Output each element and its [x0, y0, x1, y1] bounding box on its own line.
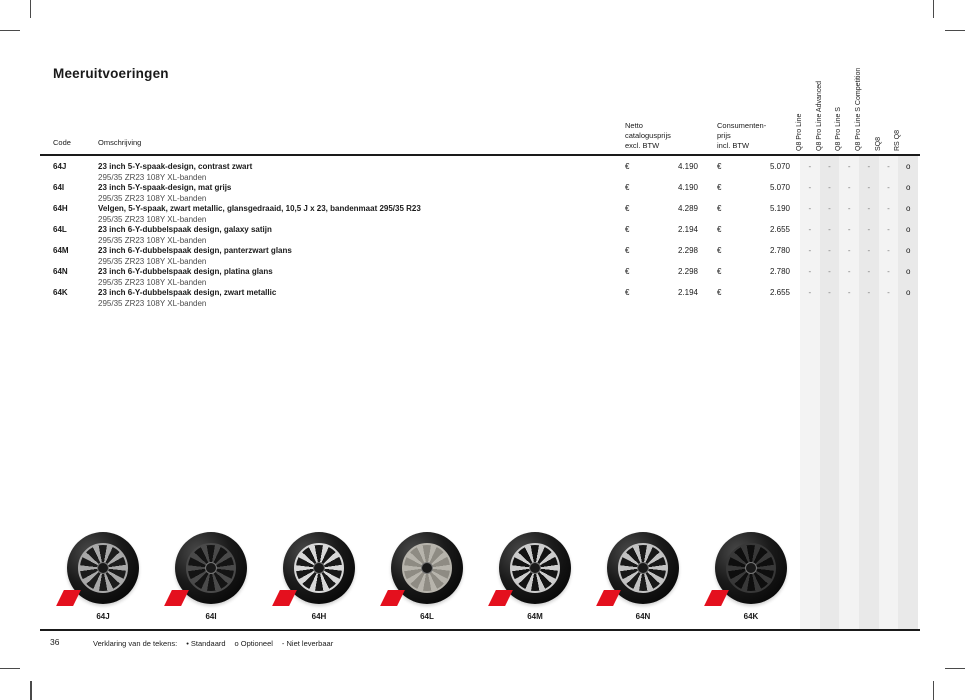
hub: [313, 562, 325, 574]
column-header-description: Omschrijving: [98, 138, 142, 147]
euro-symbol: €: [717, 183, 722, 192]
red-slash-accent: [488, 590, 513, 606]
availability-marker: o: [905, 225, 911, 234]
trim-column-header: SQ8: [874, 136, 882, 151]
availability-marker: -: [887, 204, 890, 213]
availability-marker: -: [808, 204, 812, 213]
euro-symbol: €: [625, 162, 630, 171]
wheel-label: 64I: [205, 612, 217, 621]
availability-marker: -: [867, 162, 871, 171]
availability-marker: -: [828, 162, 831, 171]
legend-optional: o Optioneel: [234, 639, 273, 648]
rim-image: [618, 543, 668, 593]
hub: [97, 562, 109, 574]
netto-header-line: catalogusprijs: [625, 131, 671, 140]
table-row: [0, 183, 965, 204]
column-header-netto-price: [625, 121, 671, 151]
hub: [205, 562, 217, 574]
netto-header-line: excl. BTW: [625, 141, 660, 150]
availability-marker: -: [808, 225, 812, 234]
row-tire-spec: 295/35 ZR23 108Y XL-banden: [98, 235, 207, 245]
netto-price-value: 2.194: [677, 288, 698, 297]
row-code: 64H: [53, 204, 68, 213]
row-tire-spec: 295/35 ZR23 108Y XL-banden: [98, 193, 207, 203]
footer-rule: [40, 629, 920, 631]
red-slash-accent: [596, 590, 621, 606]
wheel-item: [281, 531, 357, 627]
red-slash-accent: [164, 590, 189, 606]
wheel-item: [173, 531, 249, 627]
availability-marker: -: [828, 225, 831, 234]
availability-marker: -: [828, 288, 831, 297]
availability-marker: -: [828, 204, 831, 213]
row-description: 23 inch 6-Y-dubbelspaak design, zwart metallic: [98, 288, 277, 297]
availability-marker: -: [828, 183, 831, 192]
availability-marker: o: [905, 288, 911, 297]
consumer-header-line: Consumenten-: [717, 121, 767, 130]
rim-image: [402, 543, 452, 593]
page-title: Meeruitvoeringen: [53, 66, 169, 81]
crop-mark: [945, 668, 965, 669]
availability-marker: -: [887, 288, 890, 297]
consumer-price-value: 5.190: [769, 204, 790, 213]
trim-column-header: Q8 Pro Line: [795, 113, 803, 151]
euro-symbol: €: [625, 204, 630, 213]
rim-image: [186, 543, 236, 593]
row-description: Velgen, 5-Y-spaak, zwart metallic, glansgedraaid, 10,5 J x 23, bandenmaat 295/35 R23: [98, 204, 421, 213]
availability-marker: -: [867, 267, 871, 276]
row-tire-spec: 295/35 ZR23 108Y XL-banden: [98, 214, 207, 224]
wheel-item: [497, 531, 573, 627]
rim-image: [510, 543, 560, 593]
hub: [529, 562, 541, 574]
availability-marker: -: [847, 225, 851, 234]
consumer-price-value: 5.070: [769, 183, 790, 192]
hub: [745, 562, 757, 574]
availability-marker: o: [905, 204, 911, 213]
consumer-header-line: incl. BTW: [717, 141, 750, 150]
availability-marker: -: [847, 267, 851, 276]
crop-mark: [0, 668, 20, 669]
availability-marker: -: [808, 288, 812, 297]
row-description: 23 inch 5-Y-spaak-design, mat grijs: [98, 183, 232, 192]
euro-symbol: €: [625, 267, 630, 276]
consumer-price-value: 2.655: [769, 288, 790, 297]
row-description: 23 inch 6-Y-dubbelspaak design, platina glans: [98, 267, 273, 276]
row-tire-spec: 295/35 ZR23 108Y XL-banden: [98, 298, 207, 308]
netto-header-line: Netto: [625, 121, 643, 130]
column-header-code: Code: [53, 138, 71, 147]
netto-price-value: 4.190: [677, 183, 698, 192]
availability-marker: -: [847, 288, 851, 297]
row-code: 64J: [53, 162, 67, 171]
wheel-label: 64K: [743, 612, 759, 621]
crop-mark: [933, 0, 934, 18]
row-description: 23 inch 5-Y-spaak-design, contrast zwart: [98, 162, 253, 171]
euro-symbol: €: [717, 288, 722, 297]
rim-image: [78, 543, 128, 593]
availability-marker: -: [808, 267, 812, 276]
netto-price-value: 2.298: [677, 267, 698, 276]
red-slash-accent: [56, 590, 81, 606]
netto-price-value: 4.190: [677, 162, 698, 171]
availability-marker: -: [847, 183, 851, 192]
rim-image: [294, 543, 344, 593]
page-number: 36: [50, 637, 60, 647]
hub: [637, 562, 649, 574]
row-code: 64N: [53, 267, 68, 276]
legend: [93, 639, 342, 648]
wheel-item: [605, 531, 681, 627]
wheel-item: [389, 531, 465, 627]
availability-marker: -: [847, 204, 851, 213]
row-description: 23 inch 6-Y-dubbelspaak design, galaxy satijn: [98, 225, 272, 234]
wheel-label: 64J: [96, 612, 110, 621]
row-code: 64M: [53, 246, 69, 255]
header-rule: [40, 154, 920, 156]
euro-symbol: €: [717, 162, 722, 171]
row-tire-spec: 295/35 ZR23 108Y XL-banden: [98, 256, 207, 266]
legend-standard: • Standaard: [186, 639, 226, 648]
availability-marker: -: [887, 162, 890, 171]
red-slash-accent: [380, 590, 405, 606]
table-row: [0, 267, 965, 288]
availability-marker: o: [905, 246, 911, 255]
row-code: 64L: [53, 225, 67, 234]
euro-symbol: €: [717, 267, 722, 276]
trim-column-header: Q8 Pro Line S: [835, 107, 843, 151]
table-row: [0, 162, 965, 183]
crop-mark: [30, 681, 32, 700]
availability-marker: -: [887, 225, 890, 234]
wheel-label: 64N: [635, 612, 651, 621]
row-description: 23 inch 6-Y-dubbelspaak design, panterzwart glans: [98, 246, 292, 255]
trim-column-header: Q8 Pro Line Advanced: [815, 80, 823, 151]
legend-not-available: - Niet leverbaar: [281, 639, 334, 648]
availability-marker: -: [847, 246, 851, 255]
column-header-consumer-price: [717, 121, 766, 151]
row-tire-spec: 295/35 ZR23 108Y XL-banden: [98, 172, 207, 182]
euro-symbol: €: [625, 288, 630, 297]
rim-image: [726, 543, 776, 593]
trim-column-header: RS Q8: [894, 129, 902, 151]
crop-mark: [945, 30, 965, 31]
wheel-label: 64M: [527, 612, 543, 621]
crop-mark: [30, 0, 31, 18]
availability-marker: -: [828, 267, 831, 276]
availability-marker: -: [828, 246, 831, 255]
consumer-price-value: 2.780: [769, 267, 790, 276]
availability-marker: -: [808, 183, 812, 192]
red-slash-accent: [272, 590, 297, 606]
trim-column-header: Q8 Pro Line S Competition: [854, 67, 862, 151]
availability-marker: -: [867, 246, 871, 255]
euro-symbol: €: [625, 183, 630, 192]
table-row: [0, 288, 965, 309]
consumer-price-value: 5.070: [769, 162, 790, 171]
hub: [421, 562, 433, 574]
availability-marker: -: [808, 162, 812, 171]
euro-symbol: €: [717, 225, 722, 234]
netto-price-value: 2.298: [677, 246, 698, 255]
availability-marker: o: [905, 267, 911, 276]
wheel-label: 64L: [420, 612, 434, 621]
euro-symbol: €: [625, 246, 630, 255]
table-row: [0, 225, 965, 246]
availability-marker: o: [905, 183, 911, 192]
availability-marker: -: [867, 204, 871, 213]
availability-marker: -: [867, 225, 871, 234]
consumer-header-line: prijs: [717, 131, 731, 140]
availability-marker: -: [847, 162, 851, 171]
row-code: 64I: [53, 183, 65, 192]
wheel-label: 64H: [311, 612, 327, 621]
legend-label: Verklaring van de tekens:: [93, 639, 178, 648]
table-row: [0, 204, 965, 225]
euro-symbol: €: [625, 225, 630, 234]
availability-marker: -: [867, 183, 871, 192]
consumer-price-value: 2.655: [769, 225, 790, 234]
euro-symbol: €: [717, 246, 722, 255]
row-tire-spec: 295/35 ZR23 108Y XL-banden: [98, 277, 207, 287]
row-code: 64K: [53, 288, 68, 297]
red-slash-accent: [704, 590, 729, 606]
consumer-price-value: 2.780: [769, 246, 790, 255]
crop-mark: [933, 681, 934, 700]
availability-marker: -: [887, 183, 890, 192]
wheel-item: [713, 531, 789, 627]
availability-marker: -: [808, 246, 812, 255]
availability-marker: -: [887, 267, 890, 276]
netto-price-value: 4.289: [677, 204, 698, 213]
availability-marker: -: [887, 246, 890, 255]
availability-marker: -: [867, 288, 871, 297]
euro-symbol: €: [717, 204, 722, 213]
netto-price-value: 2.194: [677, 225, 698, 234]
wheel-item: [65, 531, 141, 627]
availability-marker: o: [905, 162, 911, 171]
table-row: [0, 246, 965, 267]
crop-mark: [0, 30, 20, 31]
